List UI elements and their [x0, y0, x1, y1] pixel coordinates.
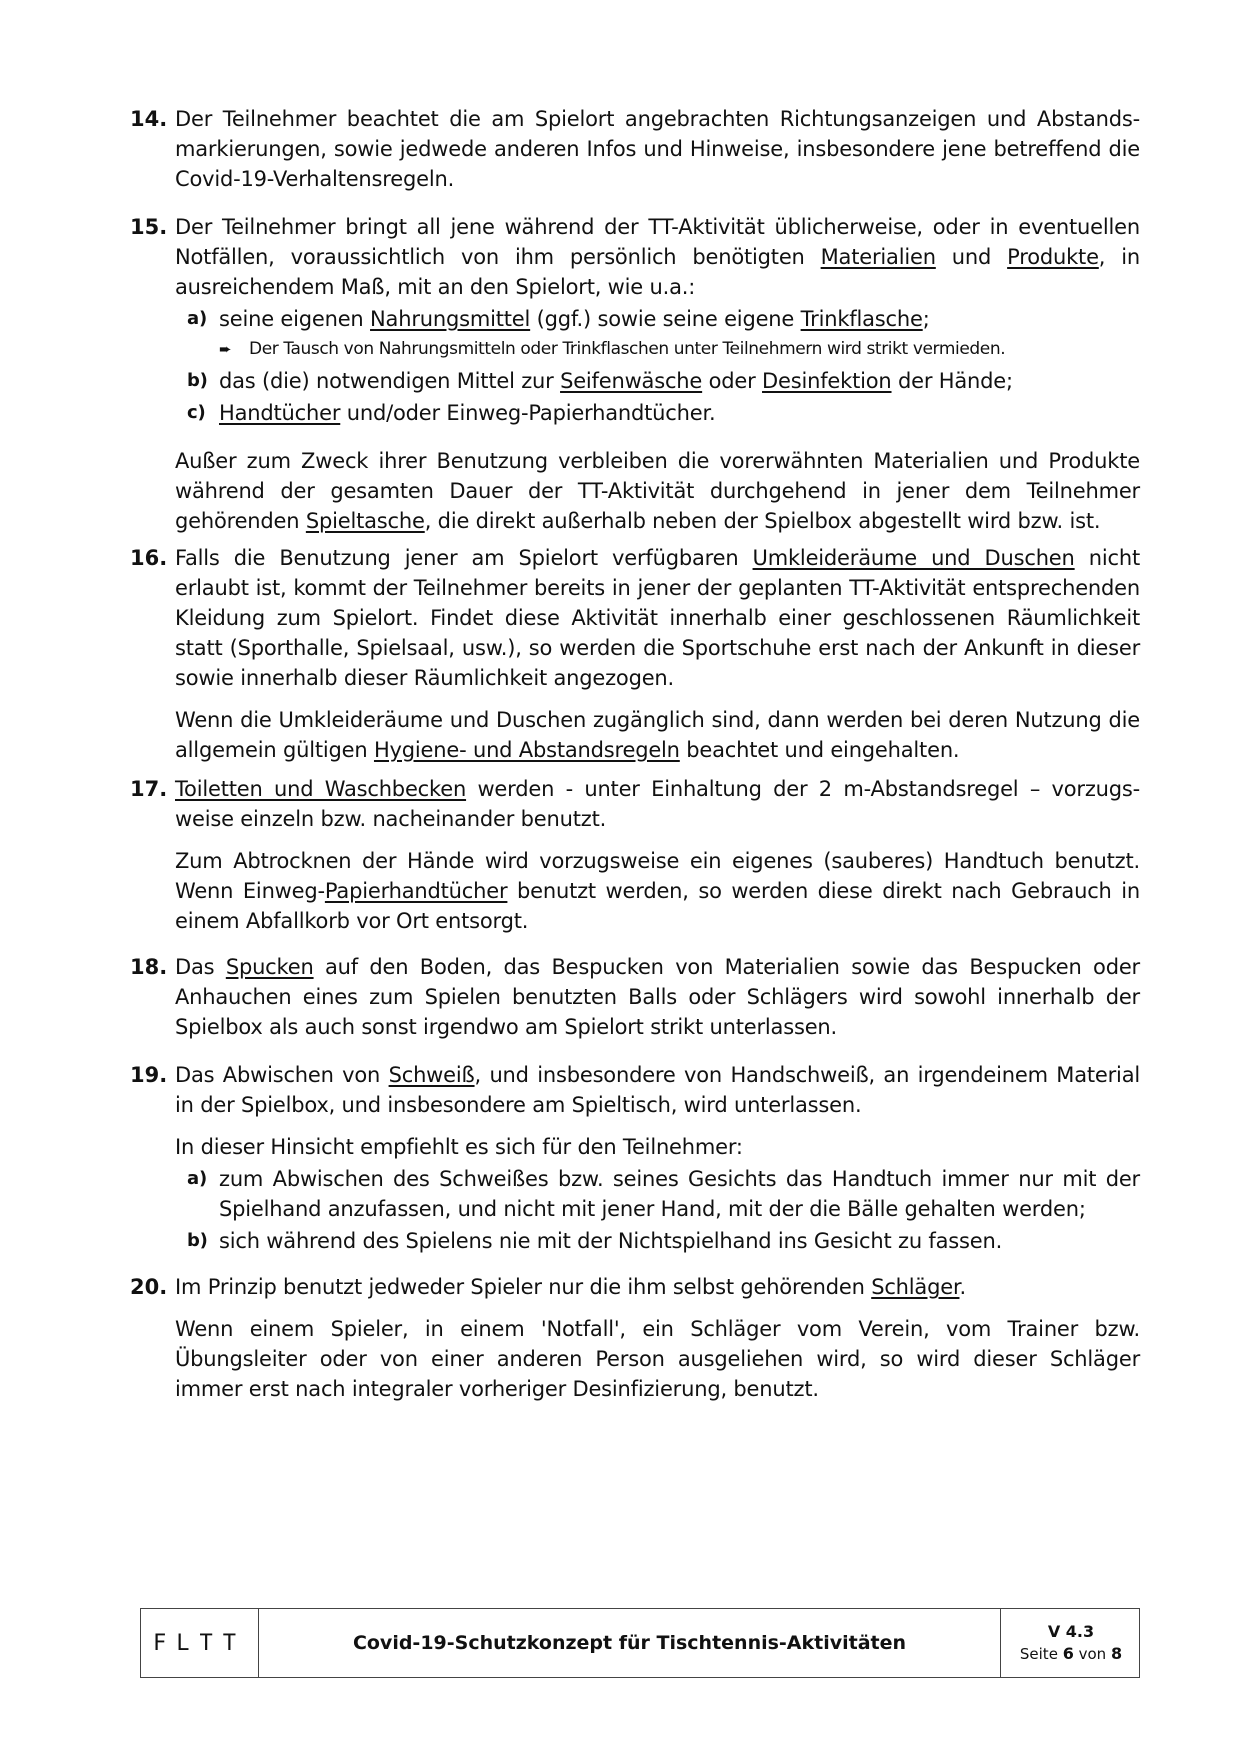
sub-text: zum Abwischen des Schweißes bzw. seines Gesichts das Handtuch immer nur mit der Spielhand anzufassen, und nicht mit jener Hand, mit der die Bälle gehalten werden; [219, 1167, 1140, 1221]
underlined-term: Papierhandtücher [324, 879, 508, 903]
underlined-term: Schläger [871, 1275, 960, 1299]
sub-label: a) [187, 1168, 207, 1189]
rule-number: 18. [130, 955, 168, 979]
rule-number: 16. [130, 546, 168, 570]
rule-number: 19. [130, 1063, 168, 1087]
rule-paragraph: Im Prinzip benutzt jedweder Spieler nur die ihm selbst gehörenden Schläger. [175, 1275, 966, 1299]
page-indicator: Seite 6 von 8 [1019, 1644, 1123, 1663]
underlined-term: Trinkflasche [800, 307, 923, 331]
rule-paragraph: Wenn einem Spieler, in einem 'Notfall', ein Schläger vom Verein, vom Trainer bzw. Übungsleiter oder von einer anderen Person ausgeliehen wird, so wird dieser Schläger immer erst nach integraler vorheriger Desinfizierung, benutzt. [175, 1317, 1140, 1401]
underlined-term: Umkleideräume und Duschen [752, 546, 1075, 570]
sub-text: das (die) notwendigen Mittel zur Seifenwäsche oder Desinfektion der Hände; [219, 369, 1013, 393]
rule-paragraph: Das Spucken auf den Boden, das Bespucken von Materialien sowie das Bespucken oder Anhauchen eines zum Spielen benutzten Balls oder Schlägers wird sowohl innerhalb der Spielbox als auch sonst irgendwo am Spielort strikt unterlassen. [175, 955, 1140, 1039]
underlined-term: Desinfektion [762, 369, 892, 393]
underlined-term: Schweiß [388, 1063, 475, 1087]
sub-label: a) [187, 308, 207, 329]
rule-paragraph: Der Teilnehmer beachtet die am Spielort angebrachten Richtungsanzeigen und Abstands-markierungen, sowie jedwede anderen Infos und Hinweise, insbesondere jene betreffend die Covid-19-Verhaltensregeln. [175, 107, 1140, 191]
underlined-term: Nahrungsmittel [370, 307, 531, 331]
underlined-term: Produkte [1007, 245, 1099, 269]
rule-number: 14. [130, 107, 168, 131]
underlined-term: Seifenwäsche [560, 369, 703, 393]
rule-paragraph: Wenn die Umkleideräume und Duschen zugänglich sind, dann werden bei deren Nutzung die allgemein gültigen Hygiene- und Abstandsregeln beachtet und eingehalten. [175, 708, 1140, 762]
rule-number: 17. [130, 777, 168, 801]
rule-number: 15. [130, 215, 168, 239]
underlined-term: Toiletten und Waschbecken [175, 777, 467, 801]
sub-text: Handtücher und/oder Einweg-Papierhandtücher. [219, 401, 716, 425]
note-text: Der Tausch von Nahrungsmitteln oder Trinkflaschen unter Teilnehmern wird strikt vermieden. [249, 339, 1006, 359]
underlined-term: Spucken [225, 955, 314, 979]
rule-paragraph: Toiletten und Waschbecken werden - unter Einhaltung der 2 m-Abstandsregel – vorzugs-weise einzeln bzw. nacheinander benutzt. [175, 777, 1141, 831]
sub-text: seine eigenen Nahrungsmittel (ggf.) sowie seine eigene Trinkflasche; [219, 307, 930, 331]
sub-item-a [175, 1164, 1140, 1224]
sub-item-c [175, 398, 1140, 428]
sub-text: sich während des Spielens nie mit der Nichtspielhand ins Gesicht zu fassen. [219, 1229, 1003, 1253]
rule-paragraph: Das Abwischen von Schweiß, und insbesondere von Handschweiß, an irgendeinem Material in der Spielbox, und insbesondere am Spieltisch, wird unterlassen. [175, 1063, 1140, 1117]
rule-paragraph: Falls die Benutzung jener am Spielort verfügbaren Umkleideräume und Duschen nicht erlaubt ist, kommt der Teilnehmer bereits in jener der geplanten TT-Aktivität entsprechenden Kleidung zum Spielort. Findet diese Aktivität innerhalb einer geschlossenen Räumlichkeit statt (Sporthalle, Spielsaal, usw.), so werden die Sportschuhe erst nach der Ankunft in dieser sowie innerhalb dieser Räumlichkeit angezogen. [175, 546, 1140, 690]
note [175, 336, 1140, 362]
arrow-right-icon: ➨ [219, 340, 232, 358]
version-label: V 4.3 [1047, 1622, 1095, 1641]
rule-paragraph: Zum Abtrocknen der Hände wird vorzugsweise ein eigenes (sauberes) Handtuch benutzt. Wenn Einweg-Papierhandtücher benutzt werden, so werden diese direkt nach Gebrauch in einem Abfallkorb vor Ort entsorgt. [175, 849, 1140, 933]
version-box [1001, 1609, 1141, 1677]
sub-label: b) [187, 370, 208, 391]
page-footer [140, 1608, 1140, 1678]
sub-label: c) [187, 402, 206, 423]
underlined-term: Materialien [820, 245, 936, 269]
rule-paragraph: Außer zum Zweck ihrer Benutzung verbleiben die vorerwähnten Materialien und Produkte während der gesamten Dauer der TT-Aktivität durchgehend in jener dem Teilnehmer gehörenden Spieltasche, die direkt außerhalb neben der Spielbox abgestellt wird bzw. ist. [175, 449, 1140, 533]
rule-paragraph: In dieser Hinsicht empfiehlt es sich für den Teilnehmer: [175, 1135, 743, 1159]
sub-item-b [175, 366, 1140, 396]
underlined-term: Spieltasche [305, 509, 425, 533]
underlined-term: Hygiene- und Abstandsregeln [373, 738, 680, 762]
underlined-term: Handtücher [219, 401, 341, 425]
sub-item-a [175, 304, 1140, 334]
rule-number: 20. [130, 1275, 168, 1299]
org-name: FLTT [141, 1609, 259, 1677]
sub-item-b [175, 1226, 1140, 1256]
rule-paragraph: Der Teilnehmer bringt all jene während der TT-Aktivität üblicherweise, oder in eventuellen Notfällen, voraussichtlich von ihm persönlich benötigten Materialien und Produkte, in ausreichendem Maß, mit an den Spielort, wie u.a.: [175, 215, 1140, 299]
document-title: Covid-19-Schutzkonzept für Tischtennis-Aktivitäten [259, 1609, 1001, 1677]
sub-label: b) [187, 1230, 208, 1251]
